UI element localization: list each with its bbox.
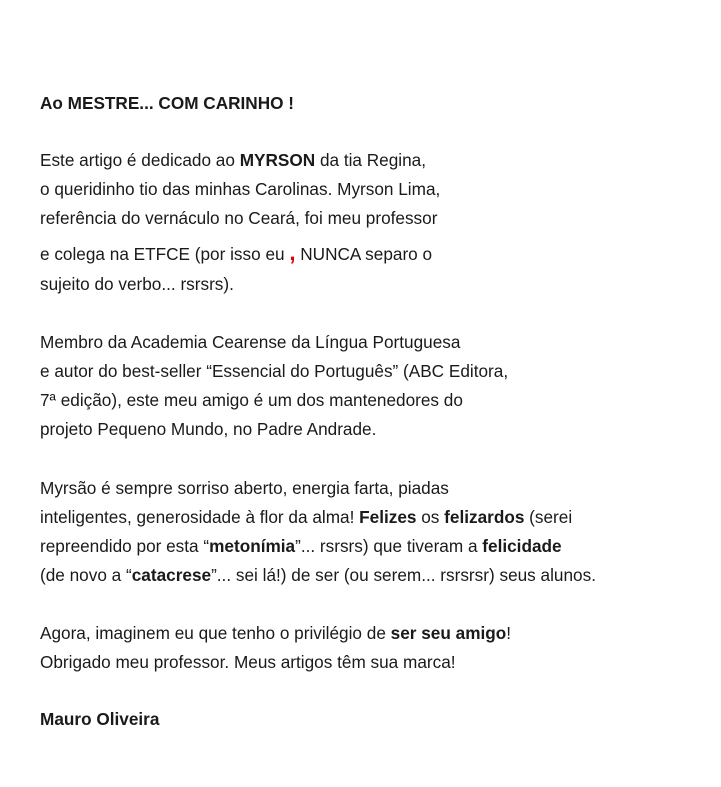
p1-text: NUNCA separo o <box>295 244 433 264</box>
p2-line-1: Membro da Academia Cearense da Língua Portuguesa <box>40 332 461 352</box>
p3-text: repreendido por esta “ <box>40 536 210 556</box>
p3-text: ”... sei lá!) de ser (ou serem... rsrsrsr) seus alunos. <box>211 565 596 585</box>
p4-text: Agora, imaginem eu que tenho o privilégio de <box>40 623 391 643</box>
red-comma: , <box>289 240 296 265</box>
p2-line-4: projeto Pequeno Mundo, no Padre Andrade. <box>40 419 377 439</box>
article-title: Ao MESTRE... COM CARINHO ! <box>40 93 294 113</box>
p1-text: da tia Regina, <box>315 150 427 170</box>
p3-bold-felicidade: felicidade <box>482 536 562 556</box>
p4-line-2: Obrigado meu professor. Meus artigos têm sua marca! <box>40 652 456 672</box>
p2-line-3: 7ª edição), este meu amigo é um dos mantenedores do <box>40 390 463 410</box>
p3-line-3 <box>40 535 562 557</box>
p3-bold-felizes: Felizes <box>359 507 417 527</box>
p4-line-1 <box>40 622 511 644</box>
p1-text: e colega na ETFCE (por isso eu <box>40 244 290 264</box>
p3-text: os <box>416 507 445 527</box>
p1-name-myrson: MYRSON <box>239 150 316 170</box>
p4-text: ! <box>506 623 512 643</box>
p1-line-5: sujeito do verbo... rsrsrs). <box>40 274 234 294</box>
p3-text: (de novo a “ <box>40 565 132 585</box>
p3-line-4 <box>40 564 596 586</box>
p3-line-1: Myrsão é sempre sorriso aberto, energia farta, piadas <box>40 478 449 498</box>
p2-line-2: e autor do best-seller “Essencial do Português” (ABC Editora, <box>40 361 509 381</box>
p3-text: ”... rsrsrs) que tiveram a <box>295 536 483 556</box>
p1-line-2: o queridinho tio das minhas Carolinas. Myrson Lima, <box>40 179 441 199</box>
p4-bold-ser-seu-amigo: ser seu amigo <box>390 623 507 643</box>
p3-line-2 <box>40 506 572 528</box>
p3-text: inteligentes, generosidade à flor da alma! <box>40 507 360 527</box>
p3-bold-catacrese: catacrese <box>131 565 212 585</box>
p3-bold-metonimia: metonímia <box>209 536 296 556</box>
p1-text: Este artigo é dedicado ao <box>40 150 240 170</box>
p1-line-3: referência do vernáculo no Ceará, foi meu professor <box>40 208 438 228</box>
signature: Mauro Oliveira <box>40 709 160 729</box>
p1-line-1 <box>40 149 426 171</box>
p3-bold-felizardos: felizardos <box>444 507 525 527</box>
p1-line-4 <box>40 242 432 265</box>
p3-text: (serei <box>524 507 573 527</box>
